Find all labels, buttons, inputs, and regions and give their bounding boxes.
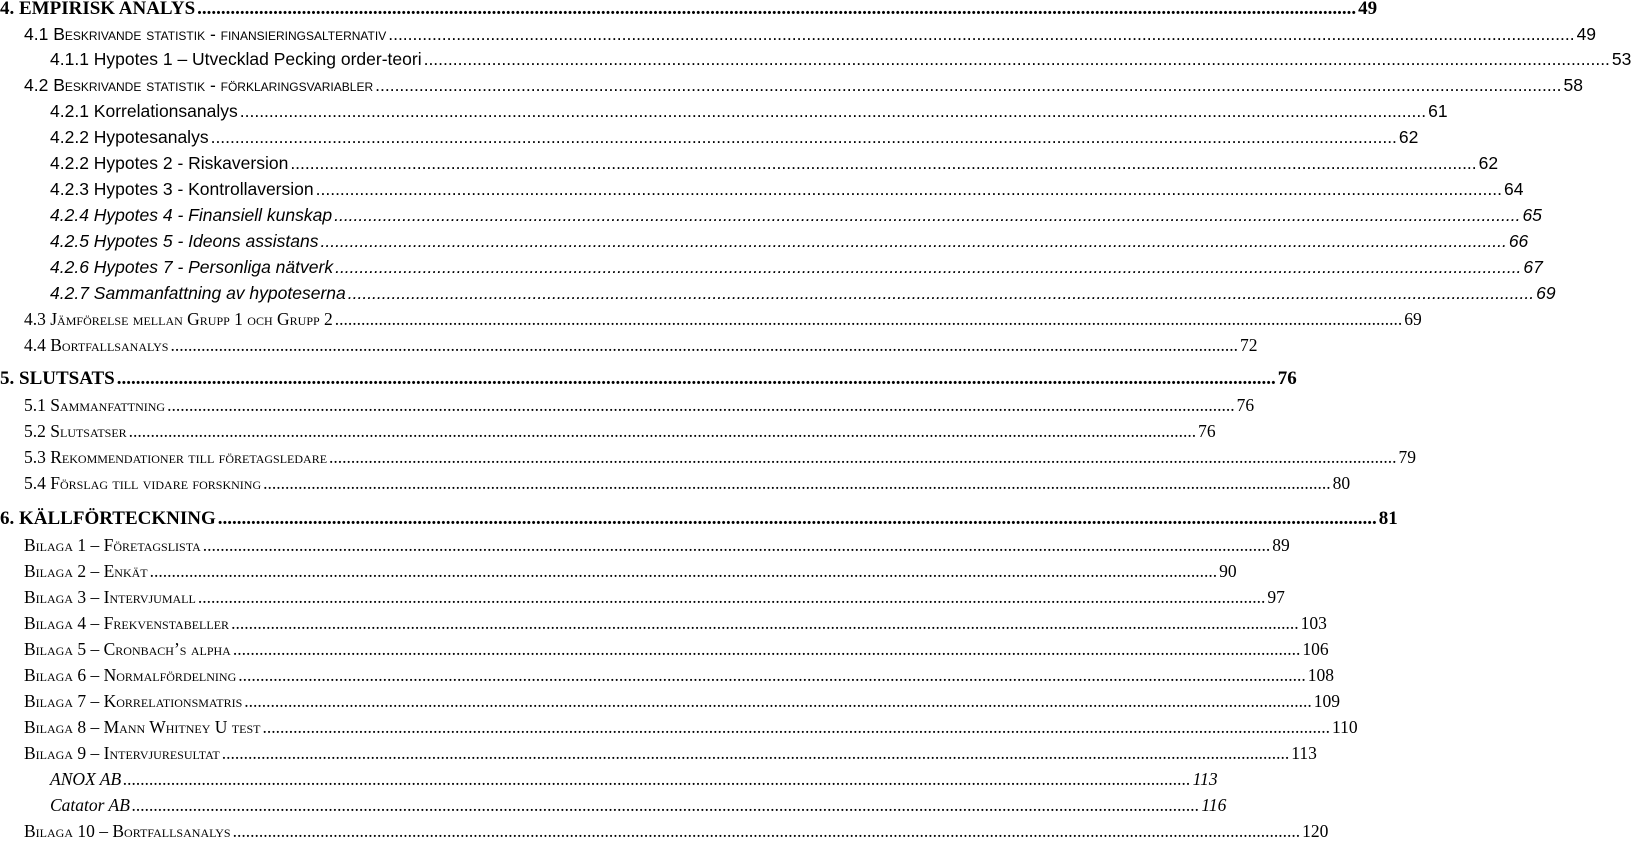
toc-leader-dots <box>129 421 1197 442</box>
toc-entry[interactable] <box>0 686 1341 712</box>
toc-leader-dots <box>316 179 1502 200</box>
toc-entry[interactable] <box>0 556 1237 582</box>
toc-entry-page: 69 <box>1536 283 1556 303</box>
toc-entry-page: 76 <box>1277 368 1297 389</box>
toc-entry[interactable] <box>0 442 1417 468</box>
toc-leader-dots <box>117 368 1276 390</box>
toc-entry[interactable] <box>0 504 1398 530</box>
toc-entry[interactable] <box>0 530 1290 556</box>
toc-leader-dots <box>329 447 1397 468</box>
toc-entry-page: 113 <box>1192 769 1218 789</box>
toc-entry-page: 113 <box>1291 743 1317 763</box>
toc-entry-title: Bilaga 8 – Mann Whitney U test <box>24 717 261 737</box>
toc-entry-title: Bilaga 9 – Intervjuresultat <box>24 743 220 763</box>
toc-entry-page: 49 <box>1358 0 1378 19</box>
toc-entry-title: Catator AB <box>50 795 130 815</box>
toc-entry-page: 81 <box>1378 508 1398 529</box>
toc-entry-page: 67 <box>1523 257 1543 277</box>
toc-leader-dots <box>335 309 1403 330</box>
toc-entry-title: 4.2.3 Hypotes 3 - Kontrollaversion <box>50 179 314 199</box>
toc-entry[interactable] <box>0 96 1448 122</box>
toc-leader-dots <box>388 24 1574 45</box>
toc-entry-page: 79 <box>1398 447 1417 467</box>
toc-entry-page: 76 <box>1236 395 1255 415</box>
toc-leader-dots <box>424 49 1610 70</box>
toc-entry[interactable] <box>0 790 1227 816</box>
toc-entry-page: 103 <box>1300 613 1327 633</box>
toc-entry-page: 97 <box>1267 587 1285 607</box>
toc-entry-title: 4.3 Jämförelse mellan Grupp 1 och Grupp 2 <box>24 309 333 329</box>
toc-entry[interactable] <box>0 122 1419 148</box>
toc-entry-page: 106 <box>1302 639 1329 659</box>
toc-entry-title: Bilaga 2 – Enkät <box>24 561 148 581</box>
toc-leader-dots <box>320 231 1506 252</box>
toc-entry-title: 4.4 Bortfallsanalys <box>24 335 169 355</box>
toc-entry-title: 4.2.7 Sammanfattning av hypoteserna <box>50 283 346 303</box>
toc-leader-dots <box>132 795 1200 816</box>
toc-entry[interactable] <box>0 416 1216 442</box>
toc-entry-title: Bilaga 10 – Bortfallsanalys <box>24 821 231 841</box>
toc-leader-dots <box>197 0 1356 20</box>
toc-entry-title: 4.2.5 Hypotes 5 - Ideons assistans <box>50 231 319 251</box>
toc-entry-title: 4.1.1 Hypotes 1 – Utvecklad Pecking order-teori <box>50 49 422 69</box>
toc-entry-title: 5.2 Slutsatser <box>24 421 127 441</box>
toc-entry-page: 76 <box>1198 421 1216 441</box>
toc-leader-dots <box>150 561 1218 582</box>
toc-entry-page: 62 <box>1478 153 1499 173</box>
toc-entry-title: Bilaga 7 – Korrelationsmatris <box>24 691 243 711</box>
toc-leader-dots <box>233 821 1301 842</box>
toc-entry-page: 89 <box>1272 535 1290 555</box>
toc-entry-page: 120 <box>1302 821 1329 841</box>
toc-entry[interactable] <box>0 252 1543 278</box>
toc-leader-dots <box>334 205 1520 226</box>
toc-leader-dots <box>244 691 1312 712</box>
toc-entry-page: 80 <box>1332 473 1351 493</box>
toc-entry-title: 4.2.4 Hypotes 4 - Finansiell kunskap <box>50 205 333 225</box>
toc-entry[interactable] <box>0 174 1524 200</box>
toc-leader-dots <box>233 639 1301 660</box>
toc-entry-page: 64 <box>1503 179 1524 199</box>
toc-entry-title: 4.2.2 Hypotes 2 - Riskaversion <box>50 153 289 173</box>
toc-entry[interactable] <box>0 582 1285 608</box>
toc-leader-dots <box>238 665 1306 686</box>
toc-entry[interactable] <box>0 364 1297 390</box>
toc-entry-title: Bilaga 5 – Cronbach’s alpha <box>24 639 231 659</box>
toc-entry-page: 90 <box>1219 561 1237 581</box>
toc-entry[interactable] <box>0 738 1317 764</box>
toc-entry-title: 4.2.6 Hypotes 7 - Personliga nätverk <box>50 257 334 277</box>
toc-entry[interactable] <box>0 226 1529 252</box>
toc-entry[interactable] <box>0 304 1422 330</box>
toc-entry-title: 4.2.2 Hypotesanalys <box>50 127 209 147</box>
toc-entry-title: Bilaga 6 – Normalfördelning <box>24 665 237 685</box>
toc-leader-dots <box>123 769 1191 790</box>
toc-leader-dots <box>231 613 1299 634</box>
toc-entry-title: 4.1 Beskrivande statistik - finansieringsalternativ <box>24 24 387 44</box>
toc-entry-page: 53 <box>1611 49 1631 69</box>
toc-entry-page: 110 <box>1331 717 1358 737</box>
toc-leader-dots <box>167 395 1235 416</box>
toc-entry[interactable] <box>0 278 1556 304</box>
toc-leader-dots <box>170 335 1238 356</box>
toc-leader-dots <box>203 535 1271 556</box>
toc-leader-dots <box>262 717 1330 738</box>
toc-leader-dots <box>290 153 1476 174</box>
toc-entry-page: 49 <box>1576 24 1597 44</box>
toc-entry[interactable] <box>0 660 1335 686</box>
toc-leader-dots <box>263 473 1331 494</box>
toc-entry-title: 5.3 Rekommendationer till företagsledare <box>24 447 328 467</box>
toc-entry[interactable] <box>0 148 1499 174</box>
toc-entry-title: 4.2.1 Korrelationsanalys <box>50 101 238 121</box>
toc-entry-page: 61 <box>1428 101 1448 121</box>
toc-entry-title: 4.2 Beskrivande statistik - förklaringsvariabler <box>24 75 374 95</box>
toc-entry-title: ANOX AB <box>50 769 122 789</box>
toc-entry-title: 5.4 Förslag till vidare forskning <box>24 473 262 493</box>
toc-entry[interactable] <box>0 634 1329 660</box>
toc-entry[interactable] <box>0 19 1597 45</box>
toc-entry-page: 69 <box>1404 309 1422 329</box>
toc-entry-page: 116 <box>1201 795 1227 815</box>
toc-leader-dots <box>375 75 1561 96</box>
toc-leader-dots <box>218 508 1377 530</box>
toc-entry[interactable] <box>0 712 1358 738</box>
toc-entry[interactable] <box>0 330 1258 356</box>
toc-entry[interactable] <box>0 0 1378 20</box>
toc-entry-page: 65 <box>1522 205 1542 225</box>
toc-entry-page: 108 <box>1307 665 1335 685</box>
toc-entry-title: 5.1 Sammanfattning <box>24 395 166 415</box>
toc-entry-title: 6. KÄLLFÖRTECKNING <box>0 508 216 529</box>
toc-entry-page: 58 <box>1563 75 1583 95</box>
toc-entry[interactable] <box>0 44 1631 70</box>
toc-leader-dots <box>222 743 1290 764</box>
toc-entry-title: Bilaga 4 – Frekvenstabeller <box>24 613 230 633</box>
toc-entry-page: 109 <box>1313 691 1341 711</box>
toc-leader-dots <box>335 257 1521 278</box>
toc-leader-dots <box>348 283 1534 304</box>
toc-entry-page: 62 <box>1398 127 1419 147</box>
toc-entry-title: 5. SLUTSATS <box>0 368 115 389</box>
toc-entry[interactable] <box>0 816 1329 842</box>
toc-entry-page: 72 <box>1239 335 1258 355</box>
toc-leader-dots <box>240 101 1426 122</box>
toc-entry[interactable] <box>0 468 1351 494</box>
toc-entry-title: 4. EMPIRISK ANALYS <box>0 0 196 19</box>
toc-entry[interactable] <box>0 390 1255 416</box>
toc-entry[interactable] <box>0 70 1583 96</box>
toc-entry-title: Bilaga 3 – Intervjumall <box>24 587 196 607</box>
toc-leader-dots <box>211 127 1397 148</box>
toc-entry[interactable] <box>0 608 1327 634</box>
toc-entry[interactable] <box>0 764 1218 790</box>
toc-entry-title: Bilaga 1 – Företagslista <box>24 535 201 555</box>
toc-leader-dots <box>198 587 1266 608</box>
toc-entry-page: 66 <box>1508 231 1529 251</box>
toc-entry[interactable] <box>0 200 1542 226</box>
